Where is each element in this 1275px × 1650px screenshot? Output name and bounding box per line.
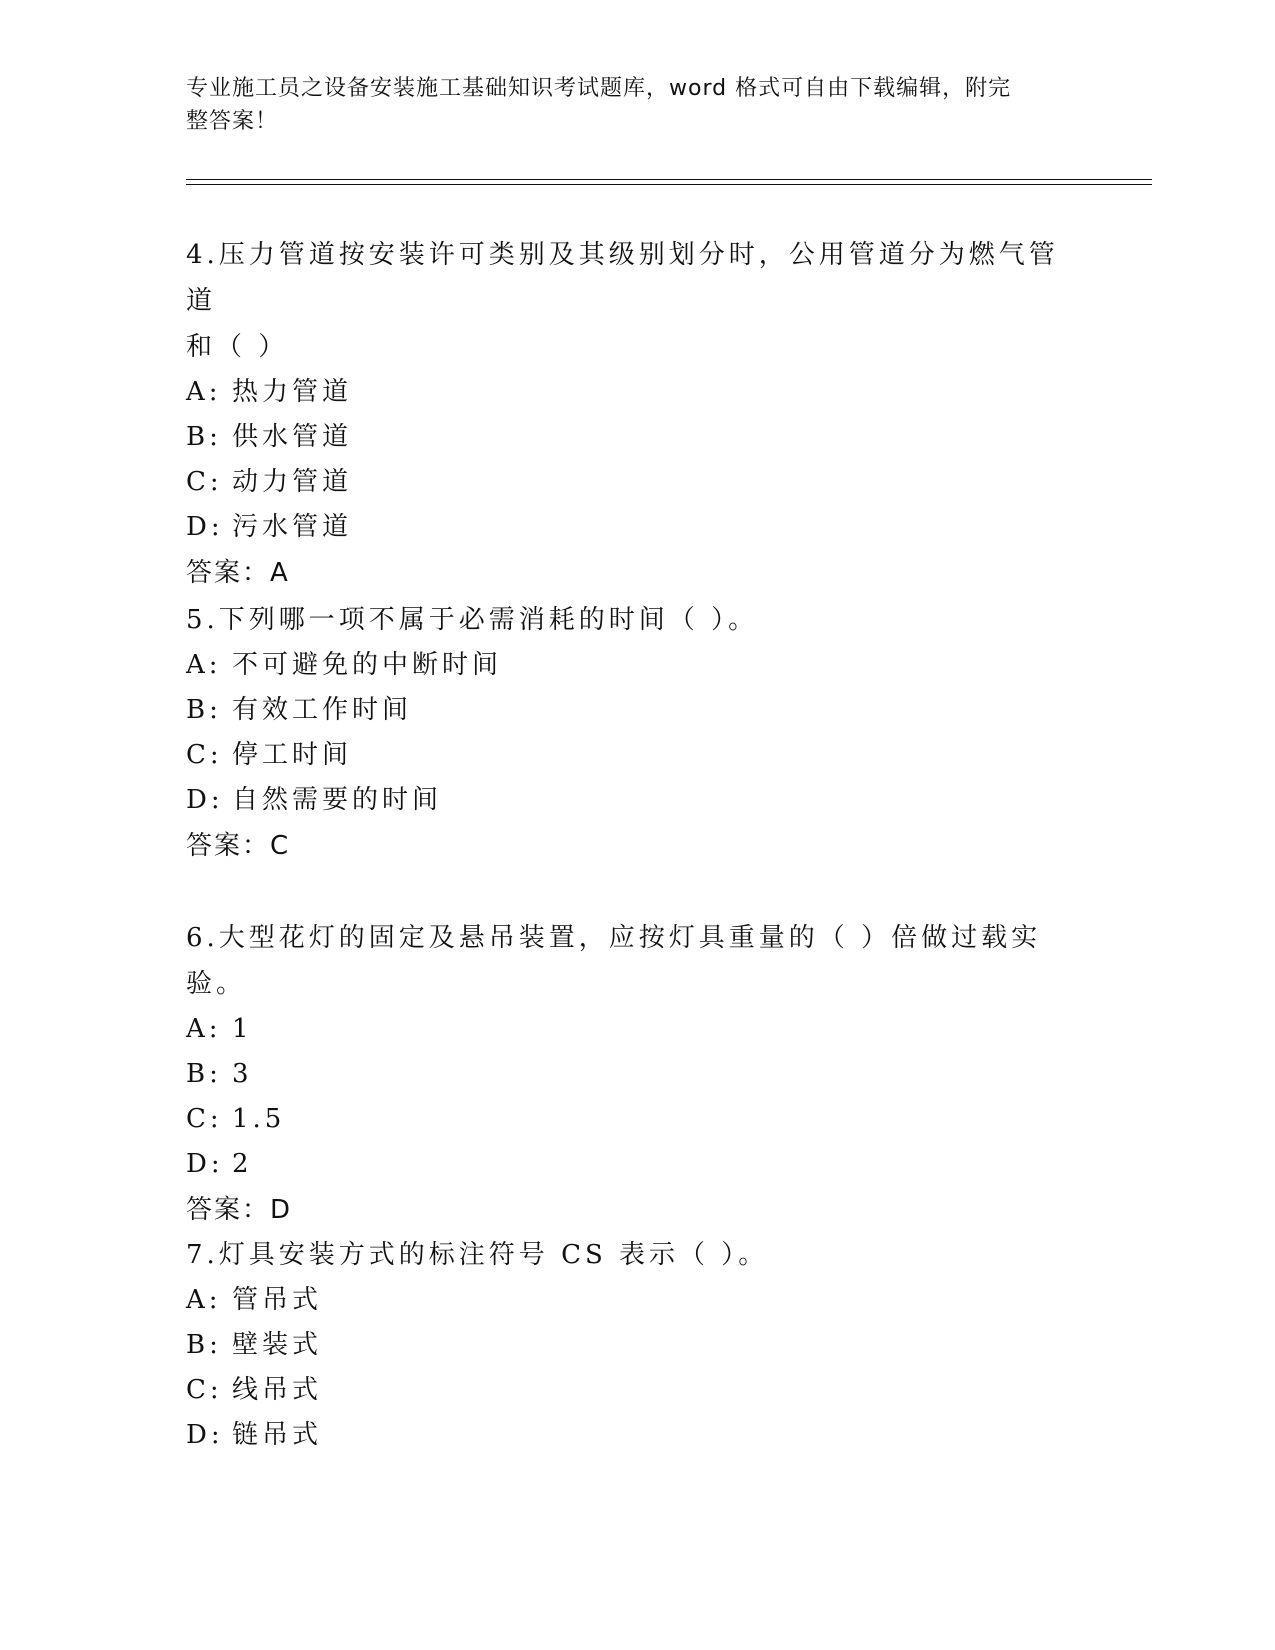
option-d <box>186 1413 1086 1458</box>
option-c <box>186 460 1086 505</box>
option-b <box>186 1323 1086 1368</box>
question-7 <box>186 1232 1086 1458</box>
option-c <box>186 733 1086 778</box>
option-text: 3 <box>232 1059 253 1089</box>
option-key: D: <box>186 1149 224 1179</box>
option-key: B: <box>186 422 222 452</box>
option-text: 有效工作时间 <box>232 695 413 725</box>
option-key: C: <box>186 740 223 770</box>
option-text: 污水管道 <box>232 512 353 542</box>
option-key: C: <box>186 1104 223 1134</box>
option-key: A: <box>186 1285 222 1315</box>
option-key: C: <box>186 1375 223 1405</box>
option-key: D: <box>186 785 224 815</box>
option-d <box>186 1142 1086 1187</box>
question-text-line-1: 4.压力管道按安装许可类别及其级别划分时，公用管道分为燃气管道 <box>186 240 1059 316</box>
answer: 答案：A <box>186 558 290 588</box>
question-5 <box>186 597 1086 869</box>
option-b <box>186 688 1086 733</box>
header-line-1: 专业施工员之设备安装施工基础知识考试题库，word 格式可自由下载编辑，附完 <box>186 76 1012 101</box>
option-text: 2 <box>232 1149 253 1179</box>
option-text: 链吊式 <box>232 1420 323 1450</box>
option-text: 线吊式 <box>232 1375 323 1405</box>
option-key: B: <box>186 1059 222 1089</box>
option-text: 热力管道 <box>232 377 353 407</box>
option-key: A: <box>186 650 222 680</box>
option-text: 1.5 <box>232 1104 286 1134</box>
option-a <box>186 370 1086 415</box>
question-6 <box>186 915 1086 1233</box>
option-text: 不可避免的中断时间 <box>232 650 503 680</box>
option-a <box>186 1007 1086 1052</box>
option-d <box>186 505 1086 550</box>
option-b <box>186 415 1086 460</box>
option-text: 供水管道 <box>232 422 353 452</box>
document-header <box>186 72 1066 138</box>
option-text: 自然需要的时间 <box>232 785 443 815</box>
option-text: 1 <box>232 1014 253 1044</box>
option-c <box>186 1097 1086 1142</box>
option-key: B: <box>186 695 222 725</box>
question-text-line-2: 和（ ） <box>186 332 289 362</box>
option-key: D: <box>186 512 224 542</box>
option-text: 管吊式 <box>232 1285 323 1315</box>
option-text: 停工时间 <box>232 740 353 770</box>
option-key: A: <box>186 377 222 407</box>
question-text-line-1: 5.下列哪一项不属于必需消耗的时间（ ）。 <box>186 605 759 635</box>
answer: 答案：D <box>186 1195 293 1225</box>
question-text-line-1: 7.灯具安装方式的标注符号 CS 表示（ ）。 <box>186 1240 769 1270</box>
option-a <box>186 643 1086 688</box>
option-c <box>186 1368 1086 1413</box>
answer: 答案：C <box>186 831 291 861</box>
option-text: 壁装式 <box>232 1330 323 1360</box>
option-b <box>186 1052 1086 1097</box>
question-text-line-1: 6.大型花灯的固定及悬吊装置，应按灯具重量的（ ）倍做过载实验。 <box>186 923 1042 999</box>
option-a <box>186 1278 1086 1323</box>
question-4 <box>186 232 1086 596</box>
option-key: A: <box>186 1014 222 1044</box>
header-line-2: 整答案！ <box>186 109 279 134</box>
option-d <box>186 778 1086 823</box>
option-key: B: <box>186 1330 222 1360</box>
option-text: 动力管道 <box>232 467 353 497</box>
option-key: D: <box>186 1420 224 1450</box>
option-key: C: <box>186 467 223 497</box>
header-divider-top <box>186 179 1152 180</box>
header-divider-bottom <box>186 184 1152 185</box>
